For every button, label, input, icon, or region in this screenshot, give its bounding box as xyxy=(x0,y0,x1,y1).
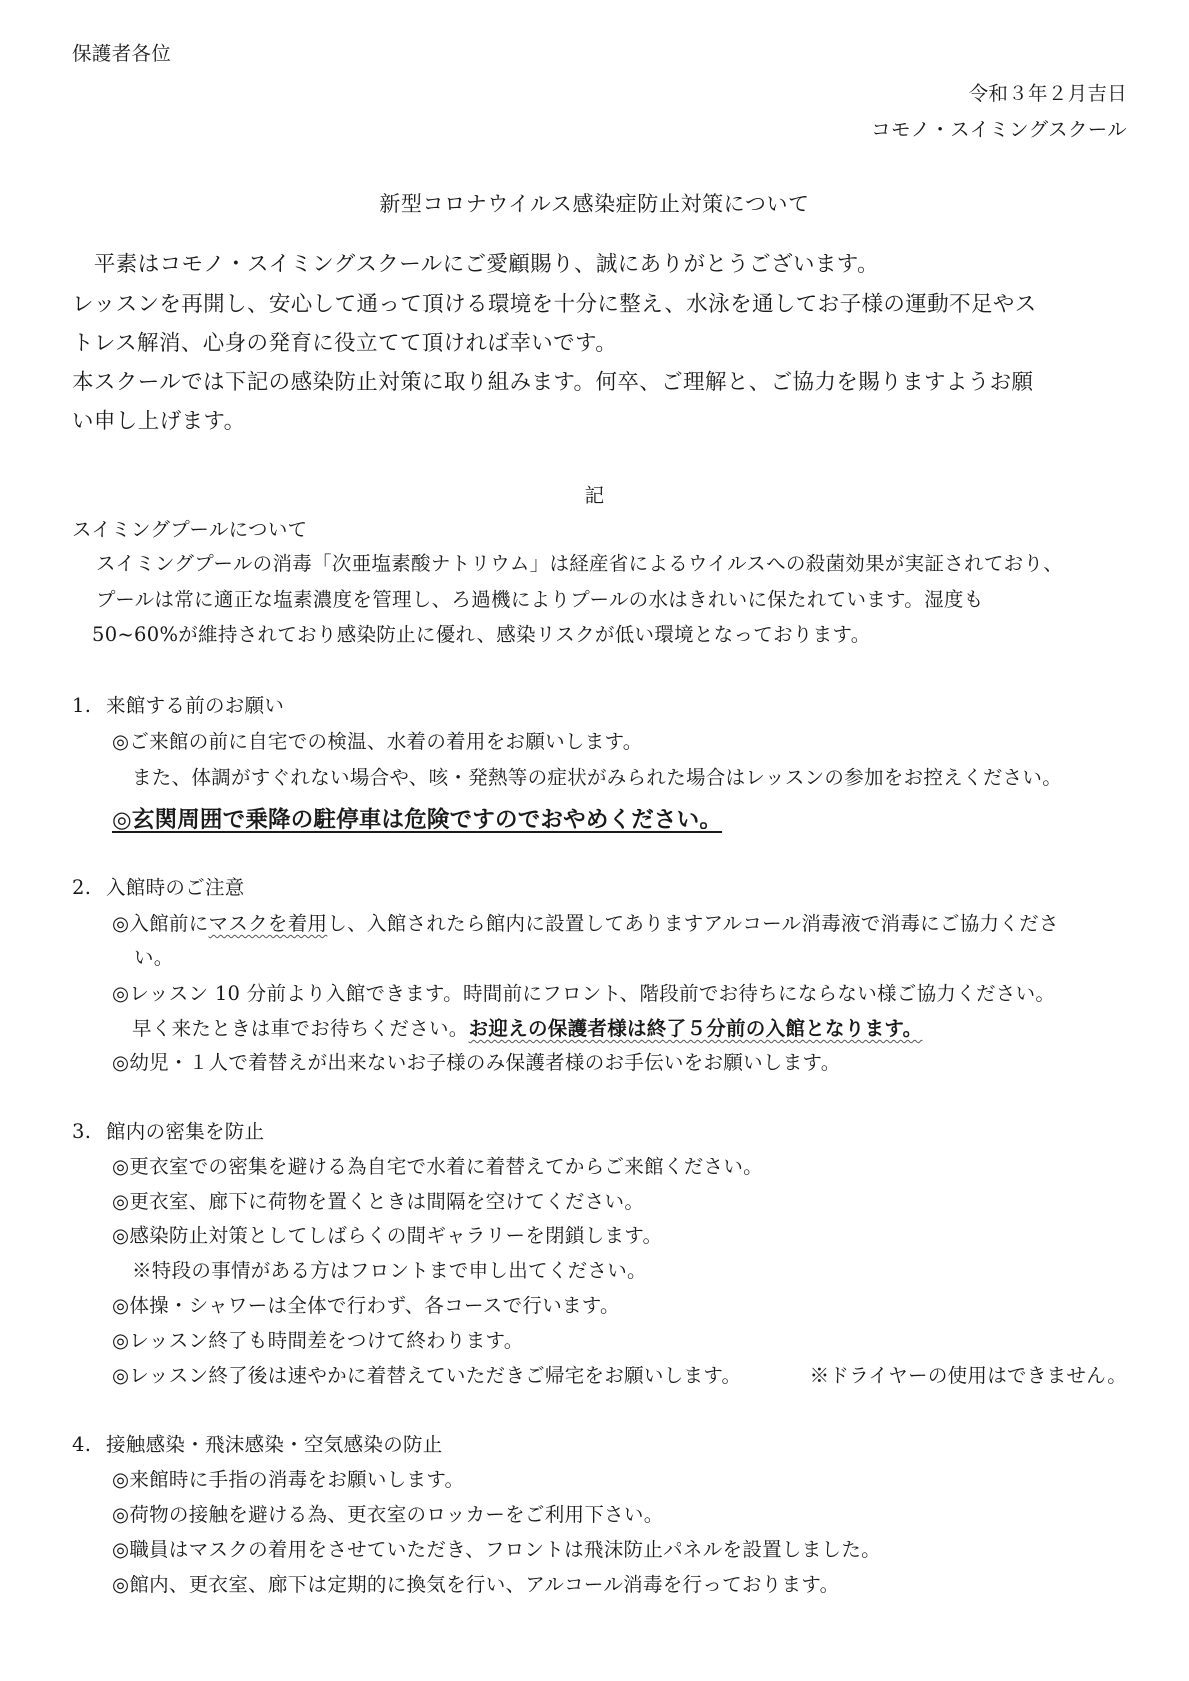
section-4-item-3: ◎職員はマスクの着用をさせていただき、フロントは飛沫防止パネルを設置しました。 xyxy=(112,1538,881,1561)
section-4-number: 4. xyxy=(72,1433,92,1456)
section-2-title: 入館時のご注意 xyxy=(106,876,245,899)
section-2-heading xyxy=(72,878,245,898)
section-2-item-2-cont xyxy=(132,1019,922,1039)
section-4-heading xyxy=(72,1435,443,1455)
intro-line-4: 本スクールでは下記の感染防止対策に取り組みます。何卒、ご理解と、ご協力を賜りますようお願 xyxy=(72,370,1034,395)
section-3-item-4: ◎体操・シャワーは全体で行わず、各コースで行います。 xyxy=(112,1294,620,1317)
pool-heading: スイミングプールについて xyxy=(72,518,308,541)
section-2-item-3: ◎幼児・１人で着替えが出来ないお子様のみ保護者様のお手伝いをお願いします。 xyxy=(112,1051,841,1074)
recipient: 保護者各位 xyxy=(72,42,172,65)
document-title: 新型コロナウイルス感染症防止対策について xyxy=(379,192,810,216)
section-3-item-1: ◎更衣室での密集を避ける為自宅で水着に着替えてからご来館ください。 xyxy=(112,1155,763,1178)
intro-line-3: トレス解消、心身の発育に役立てて頂ければ幸いです。 xyxy=(72,331,618,356)
section-3-item-2: ◎更衣室、廊下に荷物を置くときは間隔を空けてください。 xyxy=(112,1190,645,1213)
section-3-heading xyxy=(72,1122,264,1142)
section-3-number: 3. xyxy=(72,1120,92,1143)
section-2-item-1 xyxy=(112,914,1059,934)
section-3-title: 館内の密集を防止 xyxy=(106,1120,265,1143)
section-2-item-1-post: し、入館されたら館内に設置してありますアルコール消毒液で消毒にご協力くださ xyxy=(327,912,1059,935)
section-4-item-4: ◎館内、更衣室、廊下は定期的に換気を行い、アルコール消毒を行っております。 xyxy=(112,1573,840,1596)
section-3-item-3-note: ※特段の事情がある方はフロントまで申し出てください。 xyxy=(132,1259,647,1282)
section-2-item-2-cont-pre: 早く来たときは車でお待ちください。 xyxy=(132,1017,469,1040)
sender-name: コモノ・スイミングスクール xyxy=(871,118,1127,141)
section-1-item-1-cont: また、体調がすぐれない場合や、咳・発熱等の症状がみられた場合はレッスンの参加をお控えください。 xyxy=(132,766,1063,789)
section-1-number: 1. xyxy=(72,694,92,717)
pool-line-1: スイミングプールの消毒「次亜塩素酸ナトリウム」は経産省によるウイルスへの殺菌効果が実証されており、 xyxy=(96,552,1064,575)
section-2-number: 2. xyxy=(72,876,92,899)
section-1-heading xyxy=(72,696,284,716)
section-2-item-1-cont: い。 xyxy=(134,946,174,969)
section-3-item-5: ◎レッスン終了も時間差をつけて終わります。 xyxy=(112,1329,524,1352)
issue-date: 令和３年２月吉日 xyxy=(968,82,1127,105)
mask-emphasis: マスクを着用 xyxy=(208,912,328,935)
intro-line-1: 平素はコモノ・スイミングスクールにご愛顧賜り、誠にありがとうございます。 xyxy=(72,252,879,277)
section-1-title: 来館する前のお願い xyxy=(106,694,285,717)
ki-marker: 記 xyxy=(584,484,605,507)
section-4-title: 接触感染・飛沫感染・空気感染の防止 xyxy=(106,1433,443,1456)
section-3-item-3: ◎感染防止対策としてしばらくの間ギャラリーを閉鎖します。 xyxy=(112,1224,663,1247)
section-1-item-2 xyxy=(112,802,722,834)
intro-line-5: い申し上げます。 xyxy=(72,409,246,434)
section-2-item-2: ◎レッスン 10 分前より入館できます。時間前にフロント、階段前でお待ちにならない様ご協力ください。 xyxy=(112,982,1056,1005)
section-3-item-6: ◎レッスン終了後は速やかに着替えていただきご帰宅をお願いします。 xyxy=(112,1364,742,1387)
pool-line-3: 50~60%が維持されており感染防止に優れ、感染リスクが低い環境となっております。 xyxy=(92,623,871,646)
pickup-emphasis: お迎えの保護者様は終了５分前の入館となります。 xyxy=(468,1017,923,1040)
dryer-note: ※ドライヤーの使用はできません。 xyxy=(809,1364,1127,1387)
section-2-item-1-pre: ◎入館前に xyxy=(112,912,209,935)
section-4-item-2: ◎荷物の接触を避ける為、更衣室のロッカーをご利用下さい。 xyxy=(112,1503,664,1526)
parking-warning: ◎玄関周囲で乗降の駐停車は危険ですのでおやめください。 xyxy=(112,807,723,833)
pool-line-2: プールは常に適正な塩素濃度を管理し、ろ過機によりプールの水はきれいに保たれています。湿度も xyxy=(96,588,984,611)
intro-line-2: レッスンを再開し、安心して通って頂ける環境を十分に整え、水泳を通してお子様の運動不足やス xyxy=(72,292,1037,317)
section-1-item-1: ◎ご来館の前に自宅での検温、水着の着用をお願いします。 xyxy=(112,730,643,753)
section-4-item-1: ◎来館時に手指の消毒をお願いします。 xyxy=(112,1468,465,1491)
